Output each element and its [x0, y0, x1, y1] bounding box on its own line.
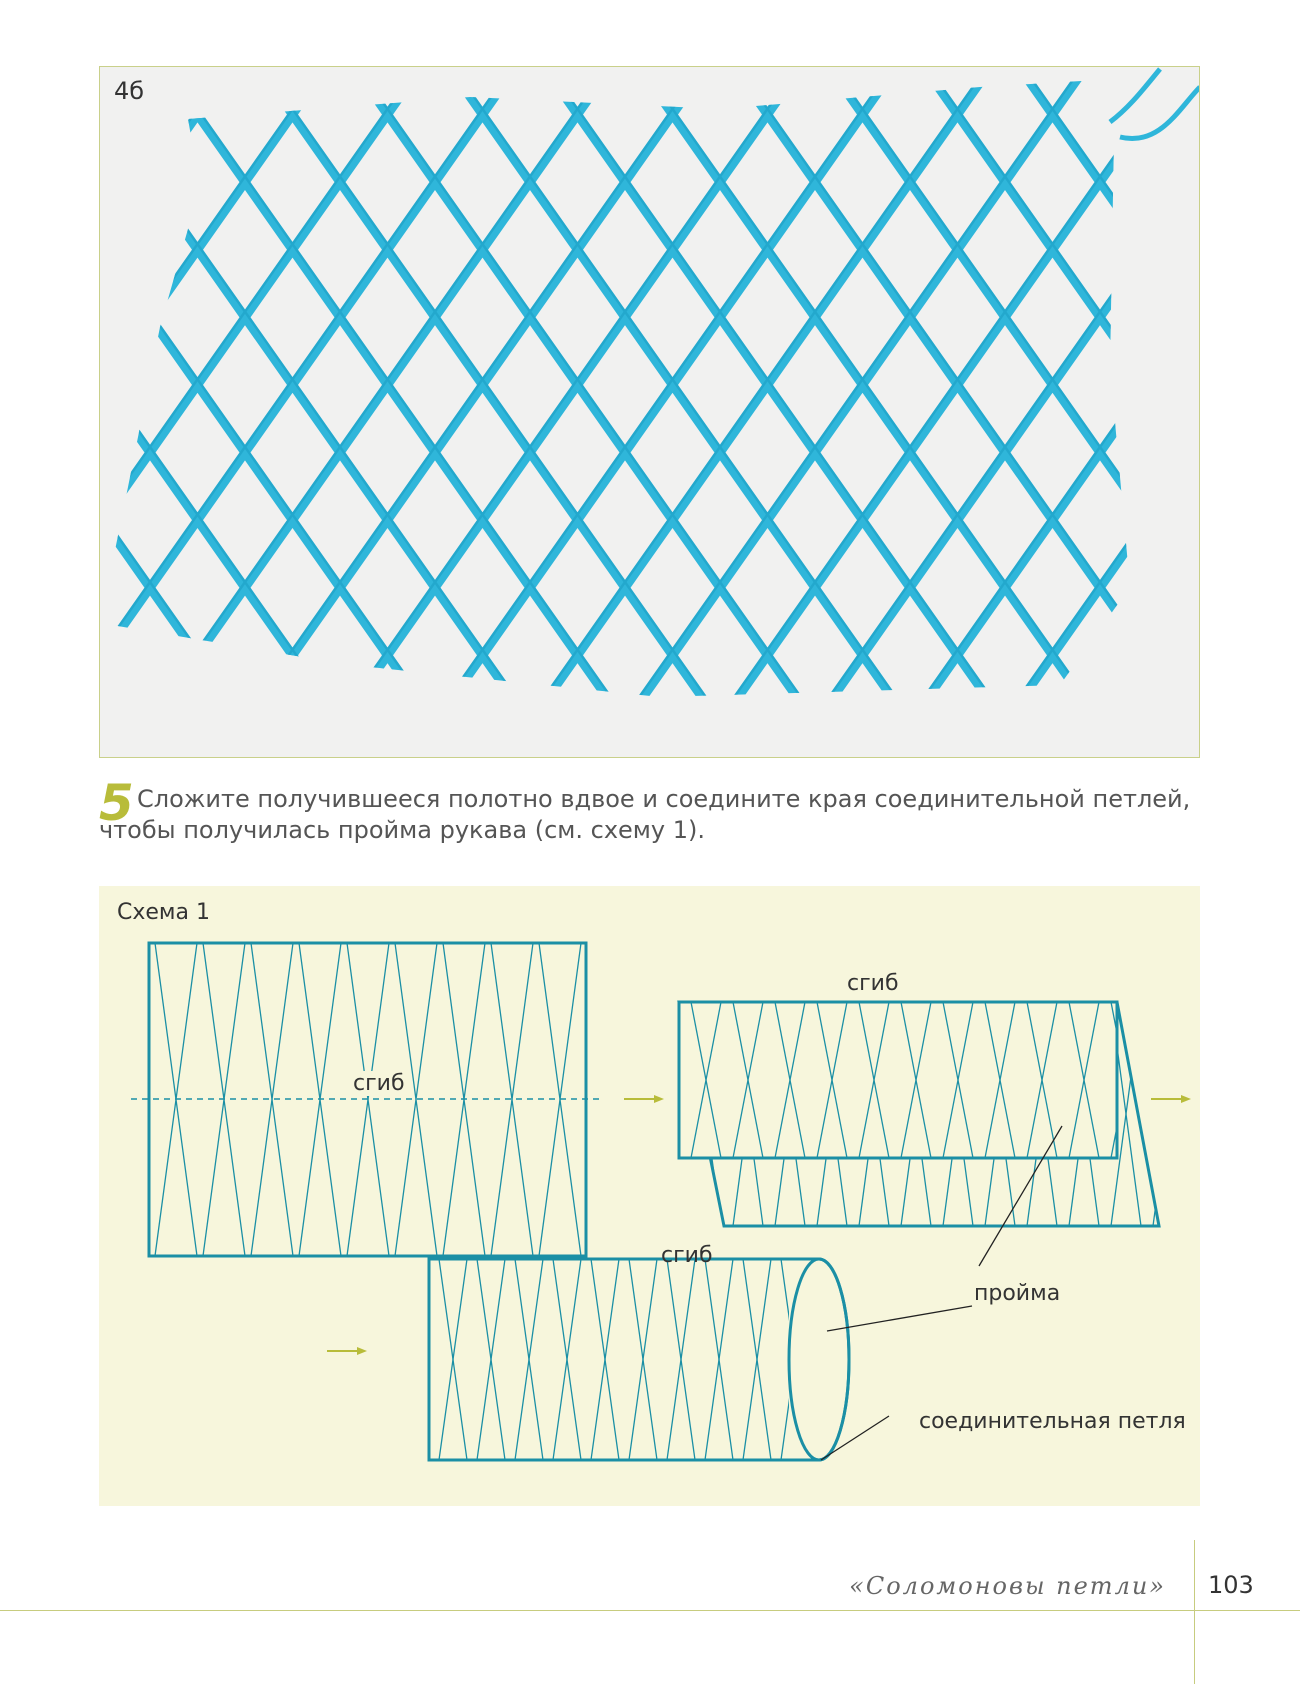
slip-stitch-leader: [821, 1416, 889, 1460]
fold-label-flat: сгиб: [353, 1071, 405, 1096]
scheme-title: Схема 1: [117, 900, 210, 925]
slip-stitch-label: соединительная петля: [919, 1409, 1186, 1434]
arrow-3-head: [357, 1347, 367, 1355]
book-title: «Соломоновы петли»: [849, 1572, 1166, 1600]
step-5: [99, 774, 1219, 846]
tube-end-mask: [789, 1259, 829, 1460]
tube-outline: [429, 1259, 849, 1460]
arrow-1-head: [654, 1095, 664, 1103]
tube-pattern: [401, 1259, 847, 1460]
scheme-1: [99, 886, 1200, 1506]
folded-front-fill: [679, 1002, 1117, 1158]
armhole-label: пройма: [974, 1281, 1061, 1306]
crochet-mesh-image: [100, 67, 1200, 758]
armhole-leader-2: [827, 1306, 972, 1331]
photo-label: 4б: [114, 77, 145, 105]
step-text: Сложите получившееся полотно вдвое и соедините края соединительной петлей, чтобы получилась пройма рукава (см. схему 1).: [99, 785, 1191, 844]
mesh-photo: [99, 66, 1200, 758]
page-number: 103: [1208, 1571, 1254, 1599]
fold-label-tube: сгиб: [661, 1243, 713, 1268]
footer-rule: [0, 1610, 1300, 1611]
footer-divider: [1194, 1540, 1195, 1684]
arrow-2-head: [1181, 1095, 1191, 1103]
yarn-tail: [1110, 69, 1200, 139]
fold-label-folded: сгиб: [847, 971, 899, 996]
step-number: 5: [99, 774, 134, 832]
